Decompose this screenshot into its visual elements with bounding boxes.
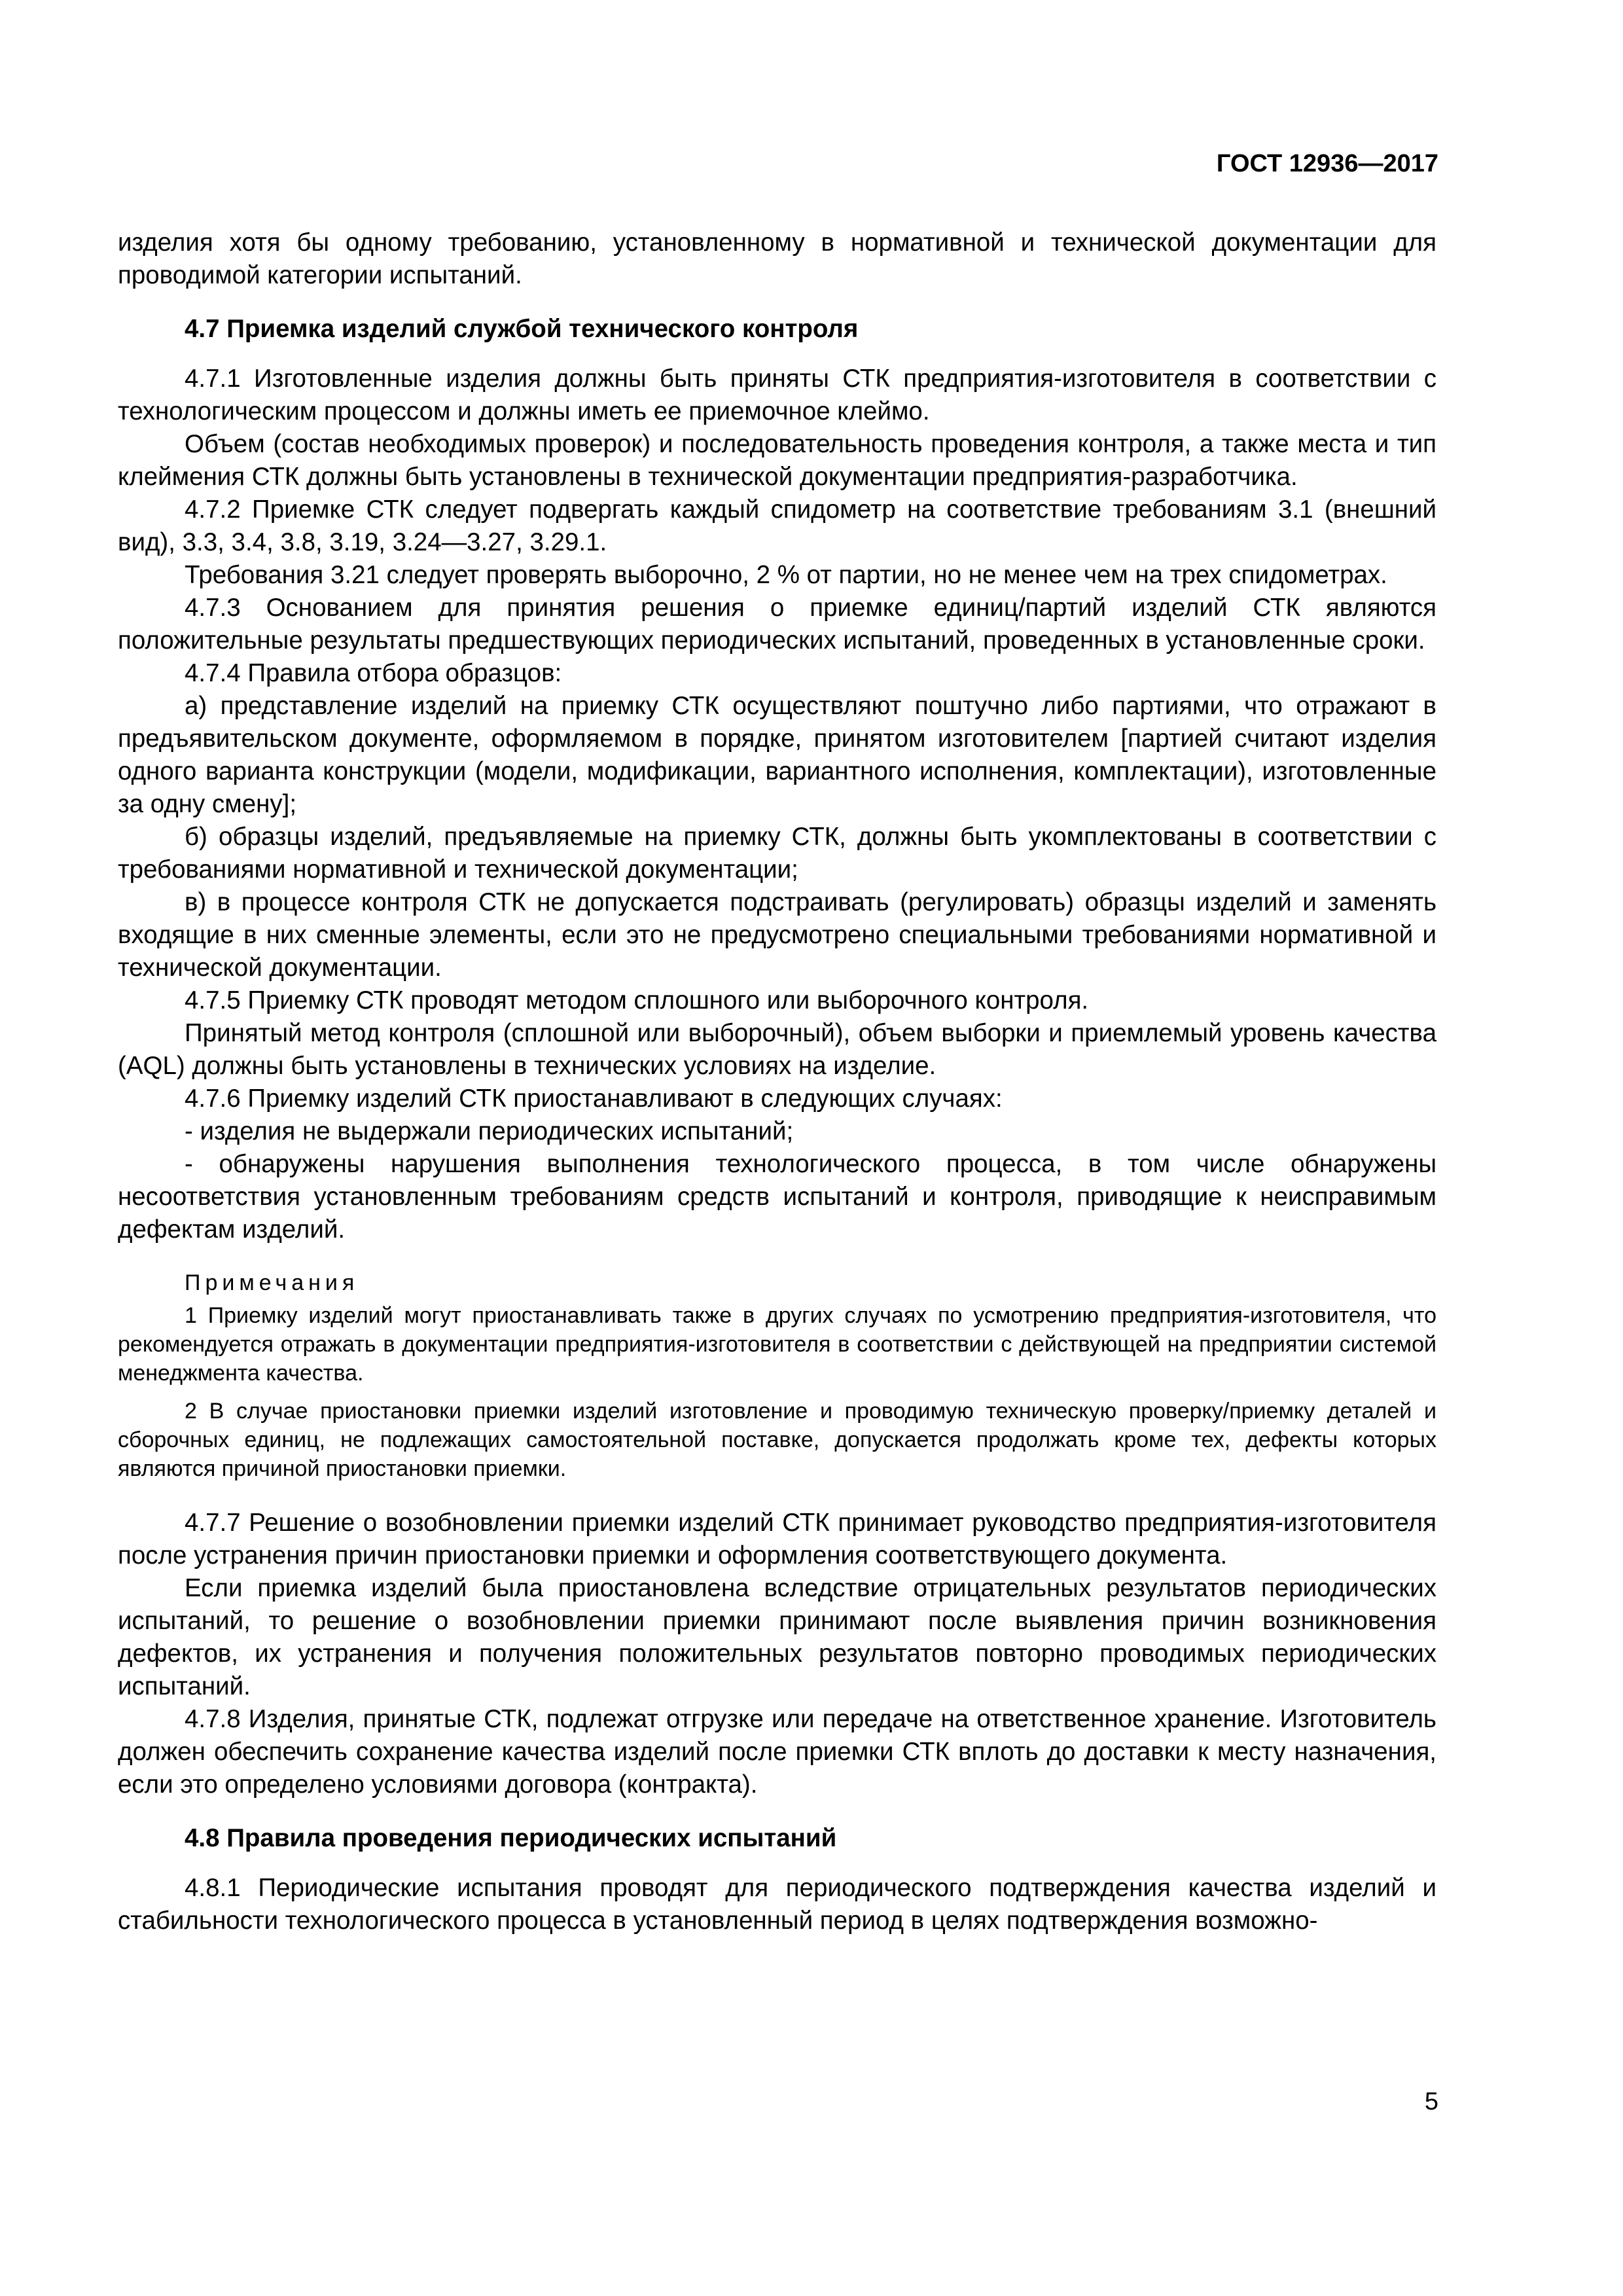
- section-heading-4-8: 4.8 Правила проведения периодических испытаний: [185, 1824, 837, 1852]
- dash-list-item: - обнаружены нарушения выполнения технологического процесса, в том числе обнаружены несоответствия установленным требованиям средств испытаний и контроля, приводящие к неисправимым дефектам изделий.: [118, 1150, 1436, 1244]
- dash-list-item: - изделия не выдержали периодических испытаний;: [185, 1117, 794, 1145]
- page-number: 5: [1424, 2088, 1438, 2115]
- paragraph-4-7-1: 4.7.1 Изготовленные изделия должны быть приняты СТК предприятия-изготовителя в соответствии с технологическим процессом и должны иметь ее приемочное клеймо.: [118, 365, 1436, 425]
- paragraph-4-7-4: 4.7.4 Правила отбора образцов:: [185, 659, 562, 687]
- note-item: 2 В случае приостановки приемки изделий изготовление и проводимую техническую проверку/приемку деталей и сборочных единиц, не подлежащих самостоятельной поставке, допускается продолжать кроме тех, дефекты которых являются причиной приостановки приемки.: [118, 1399, 1436, 1481]
- notes-block: [118, 1268, 1436, 1483]
- document-code: ГОСТ 12936—2017: [1216, 150, 1438, 177]
- list-item-a: а) представление изделий на приемку СТК осуществляют поштучно либо партиями, что отражают в предъявительском документе, оформляемом в порядке, принятом изготовителем [партией считают изделия одного варианта конструкции (модели, модификации, вариантного исполнения, комплектации), изготовленные за одну смену];: [118, 692, 1436, 818]
- paragraph-4-8-1: 4.8.1 Периодические испытания проводят для периодического подтверждения качества изделий и стабильности технологического процесса в установленный период в целях подтверждения возможно-: [118, 1874, 1436, 1935]
- paragraph-4-7-3: 4.7.3 Основанием для принятия решения о приемке единиц/партий изделий СТК являются положительные результаты предшествующих периодических испытаний, проведенных в установленные сроки.: [118, 594, 1436, 655]
- document-body: [118, 226, 1436, 1937]
- notes-heading: Примечания: [185, 1270, 359, 1295]
- list-item-b: б) образцы изделий, предъявляемые на приемку СТК, должны быть укомплектованы в соответствии с требованиями нормативной и технической документации;: [118, 823, 1436, 884]
- paragraph-4-7-5: 4.7.5 Приемку СТК проводят методом сплошного или выборочного контроля.: [185, 986, 1089, 1014]
- paragraph-continued: изделия хотя бы одному требованию, установленному в нормативной и технической документации для проводимой категории испытаний.: [118, 228, 1436, 289]
- paragraph: Если приемка изделий была приостановлена вследствие отрицательных результатов периодических испытаний, то решение о возобновлении приемки принимают после выявления причин возникновения дефектов, их устранения и получения положительных результатов повторно проводимых периодических испытаний.: [118, 1574, 1436, 1700]
- paragraph: Требования 3.21 следует проверять выборочно, 2 % от партии, но не менее чем на трех спидометрах.: [185, 561, 1387, 589]
- paragraph-4-7-8: 4.7.8 Изделия, принятые СТК, подлежат отгрузке или передаче на ответственное хранение. Изготовитель должен обеспечить сохранение качества изделий после приемки СТК вплоть до доставки к месту назначения, если это определено условиями договора (контракта).: [118, 1705, 1436, 1799]
- list-item-v: в) в процессе контроля СТК не допускается подстраивать (регулировать) образцы изделий и заменять входящие в них сменные элементы, если это не предусмотрено специальными требованиями нормативной и технической документации.: [118, 888, 1436, 982]
- paragraph: Объем (состав необходимых проверок) и последовательность проведения контроля, а также места и тип клеймения СТК должны быть установлены в технической документации предприятия-разработчика.: [118, 430, 1436, 491]
- paragraph: Принятый метод контроля (сплошной или выборочный), объем выборки и приемлемый уровень качества (AQL) должны быть установлены в технических условиях на изделие.: [118, 1019, 1436, 1080]
- paragraph-4-7-7: 4.7.7 Решение о возобновлении приемки изделий СТК принимает руководство предприятия-изготовителя после устранения причин приостановки приемки и оформления соответствующего документа.: [118, 1509, 1436, 1570]
- paragraph-4-7-2: 4.7.2 Приемке СТК следует подвергать каждый спидометр на соответствие требованиям 3.1 (внешний вид), 3.3, 3.4, 3.8, 3.19, 3.24—3.27, 3.29.1.: [118, 495, 1436, 556]
- note-item: 1 Приемку изделий могут приостанавливать также в других случаях по усмотрению предприятия-изготовителя, что рекомендуется отражать в документации предприятия-изготовителя в соответствии с действующей на предприятии системой менеджмента качества.: [118, 1303, 1436, 1386]
- paragraph-4-7-6: 4.7.6 Приемку изделий СТК приостанавливают в следующих случаях:: [185, 1085, 1003, 1113]
- section-heading-4-7: 4.7 Приемка изделий службой технического контроля: [185, 315, 859, 343]
